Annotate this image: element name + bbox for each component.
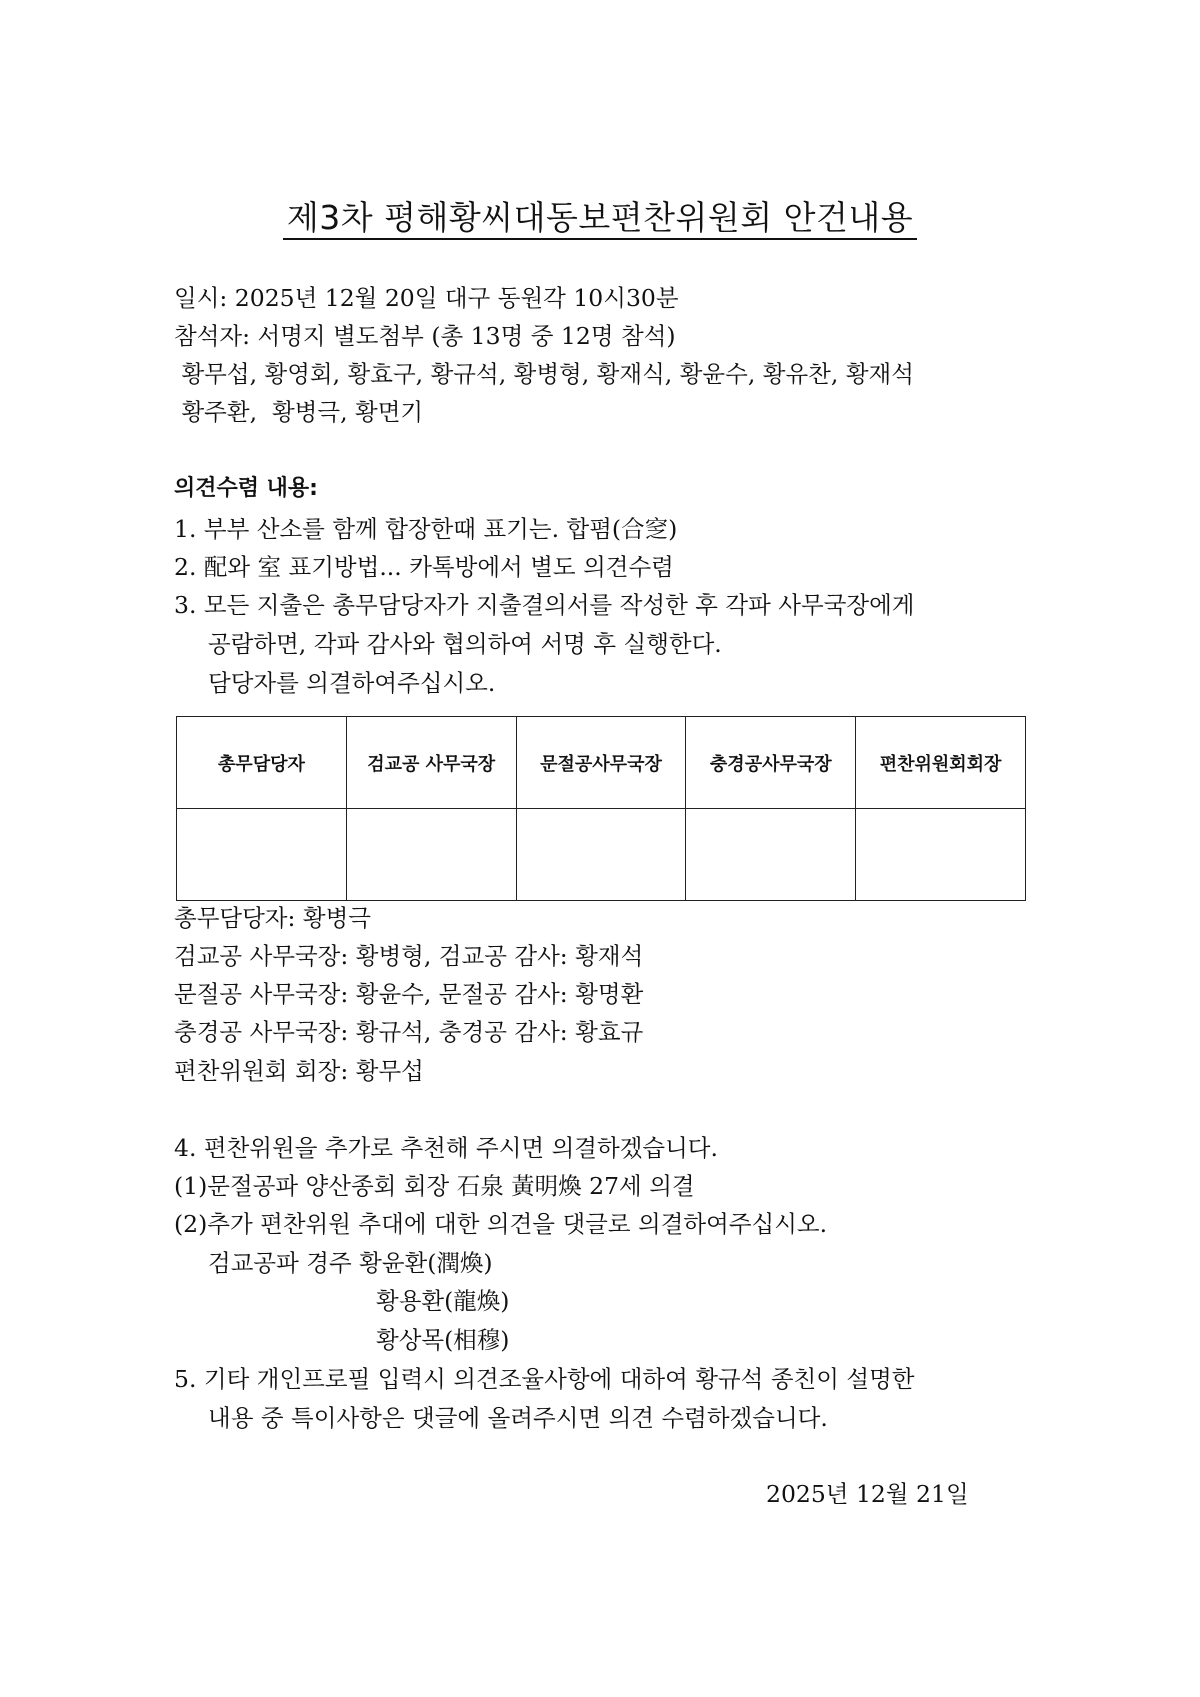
document-title: [0, 192, 1200, 239]
assignment-line-4: 충경공 사무국장: 황규석, 충경공 감사: 황효규: [174, 1018, 644, 1046]
attendee-line: 참석자: 서명지 별도첨부 (총 13명 중 12명 참석): [174, 322, 676, 350]
approval-header-cell: 총무담당자: [177, 717, 347, 809]
approval-table: [176, 716, 1026, 901]
assignment-line-1: 총무담당자: 황병극: [174, 904, 371, 932]
approval-header-cell: 충경공사무국장: [686, 717, 856, 809]
opinion-item-3-line-3: 담당자를 의결하여주십시오.: [208, 669, 496, 697]
attendee-names-line-1: 황무섭, 황영회, 황효구, 황규석, 황병형, 황재식, 황윤수, 황유찬, 황재석: [174, 360, 914, 388]
item4-line-5: 황용환(龍煥): [376, 1287, 510, 1315]
approval-header-cell: 검교공 사무국장: [346, 717, 516, 809]
signature-cell: [516, 809, 686, 901]
approval-header-cell: 편찬위원회회장: [856, 717, 1026, 809]
item4-line-1: 4. 편찬위원을 추가로 추천해 주시면 의결하겠습니다.: [174, 1134, 718, 1162]
item4-line-3: (2)추가 편찬위원 추대에 대한 의견을 댓글로 의결하여주십시오.: [174, 1210, 828, 1238]
item4-line-4: 검교공파 경주 황윤환(潤煥): [208, 1249, 493, 1277]
item5-line-2: 내용 중 특이사항은 댓글에 올려주시면 의견 수렴하겠습니다.: [208, 1404, 828, 1432]
item5-line-1: 5. 기타 개인프로필 입력시 의견조율사항에 대하여 황규석 종친이 설명한: [174, 1365, 915, 1393]
approval-signature-row: [177, 809, 1026, 901]
item4-line-2: (1)문절공파 양산종회 회장 石泉 黃明煥 27세 의결: [174, 1172, 695, 1200]
opinion-item-2: 2. 配와 室 표기방법... 카톡방에서 별도 의견수렴: [174, 553, 674, 581]
meeting-date-line: 일시: 2025년 12월 20일 대구 동원각 10시30분: [174, 284, 679, 312]
assignment-line-3: 문절공 사무국장: 황윤수, 문절공 감사: 황명환: [174, 980, 644, 1008]
signature-cell: [177, 809, 347, 901]
opinion-item-3-line-1: 3. 모든 지출은 총무담당자가 지출결의서를 작성한 후 각파 사무국장에게: [174, 591, 915, 619]
approval-header-cell: 문절공사무국장: [516, 717, 686, 809]
signature-cell: [346, 809, 516, 901]
attendee-names-line-2: 황주환, 황병극, 황면기: [174, 398, 424, 426]
footer-date: 2025년 12월 21일: [766, 1480, 969, 1508]
opinion-item-3-line-2: 공람하면, 각파 감사와 협의하여 서명 후 실행한다.: [208, 630, 722, 658]
approval-header-row: [177, 717, 1026, 809]
opinions-heading: 의견수렴 내용:: [174, 476, 318, 501]
signature-cell: [686, 809, 856, 901]
assignment-line-5: 편찬위원회 회장: 황무섭: [174, 1057, 424, 1085]
signature-cell: [856, 809, 1026, 901]
item4-line-6: 황상목(相穆): [376, 1326, 510, 1354]
title-text: 제3차 평해황씨대동보편찬위원회 안건내용: [283, 198, 917, 240]
assignment-line-2: 검교공 사무국장: 황병형, 검교공 감사: 황재석: [174, 942, 644, 970]
opinion-item-1: 1. 부부 산소를 함께 합장한때 표기는. 합폄(合窆): [174, 515, 678, 543]
